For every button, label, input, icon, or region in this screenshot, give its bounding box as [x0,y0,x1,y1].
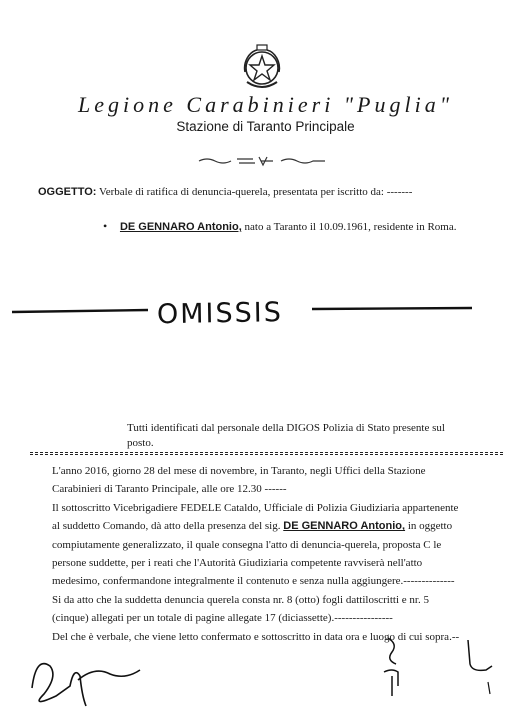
omissis-redaction [0,285,531,345]
subject-text: Verbale di ratifica di denuncia-querela, presentata per iscritto da: ------- [99,186,413,198]
separator-line [30,452,503,455]
body-line: compiutamente generalizzato, il quale consegna l'atto di denuncia-querela, proposta C le [52,538,442,551]
identification-note: Tutti identificati dal personale della DIGOS Polizia di Stato presente sul posto. [127,422,445,449]
body-line: Carabinieri di Taranto Principale, alle ore 12.30 ------ [52,483,287,496]
signature-middle [384,638,398,696]
body-line: Del che è verbale, che viene letto confermato e sottoscritto in data ora e luogo di cui sopra.-- [52,630,460,643]
body-line: (cinque) allegati per un totale di pagine allegate 17 (diciassette).---------------- [52,612,393,625]
legion-title: Legione Carabinieri "Puglia" [78,92,453,117]
body-line: Si da atto che la suddetta denuncia querela consta nr. 8 (otto) fogli dattiloscritti e nr. 5 [52,593,429,606]
subject-label: OGGETTO: [38,186,97,198]
body-line-part: in oggetto [407,520,453,533]
signature-right [468,640,492,670]
station-subtitle: Stazione di Taranto Principale [176,119,355,134]
bullet-icon: • [103,219,108,233]
body-line: Il sottoscritto Vicebrigadiere FEDELE Cataldo, Ufficiale di Polizia Giudiziaria appartenente [52,501,459,514]
complainant-name: DE GENNARO Antonio, [119,221,242,233]
complainant-row [103,219,456,234]
body-line-part: al suddetto Comando, dà atto della presenza del sig. [52,520,281,533]
report-body [52,462,470,646]
complainant-details: nato a Taranto il 10.09.1961, residente in Roma. [244,221,457,233]
signature-left [32,664,140,706]
complainant-name-inline: DE GENNARO Antonio, [283,520,406,533]
handwritten-signatures [0,636,531,720]
body-line: L'anno 2016, giorno 28 del mese di novembre, in Taranto, negli Uffici della Stazione [52,465,426,477]
body-line: persone suddette, per i reati che l'Autorità Giudiziaria competente ravviserà nell'atto [52,557,423,570]
body-line: medesimo, confermandone integralmente il contenuto e senza nulla aggiungere.-------------- [52,575,455,588]
omissis-text: OMISSIS [156,297,284,331]
italian-republic-emblem-icon [237,42,287,94]
subject-line [38,186,412,198]
decorative-ornament-icon [197,155,327,167]
body-line [52,517,470,535]
